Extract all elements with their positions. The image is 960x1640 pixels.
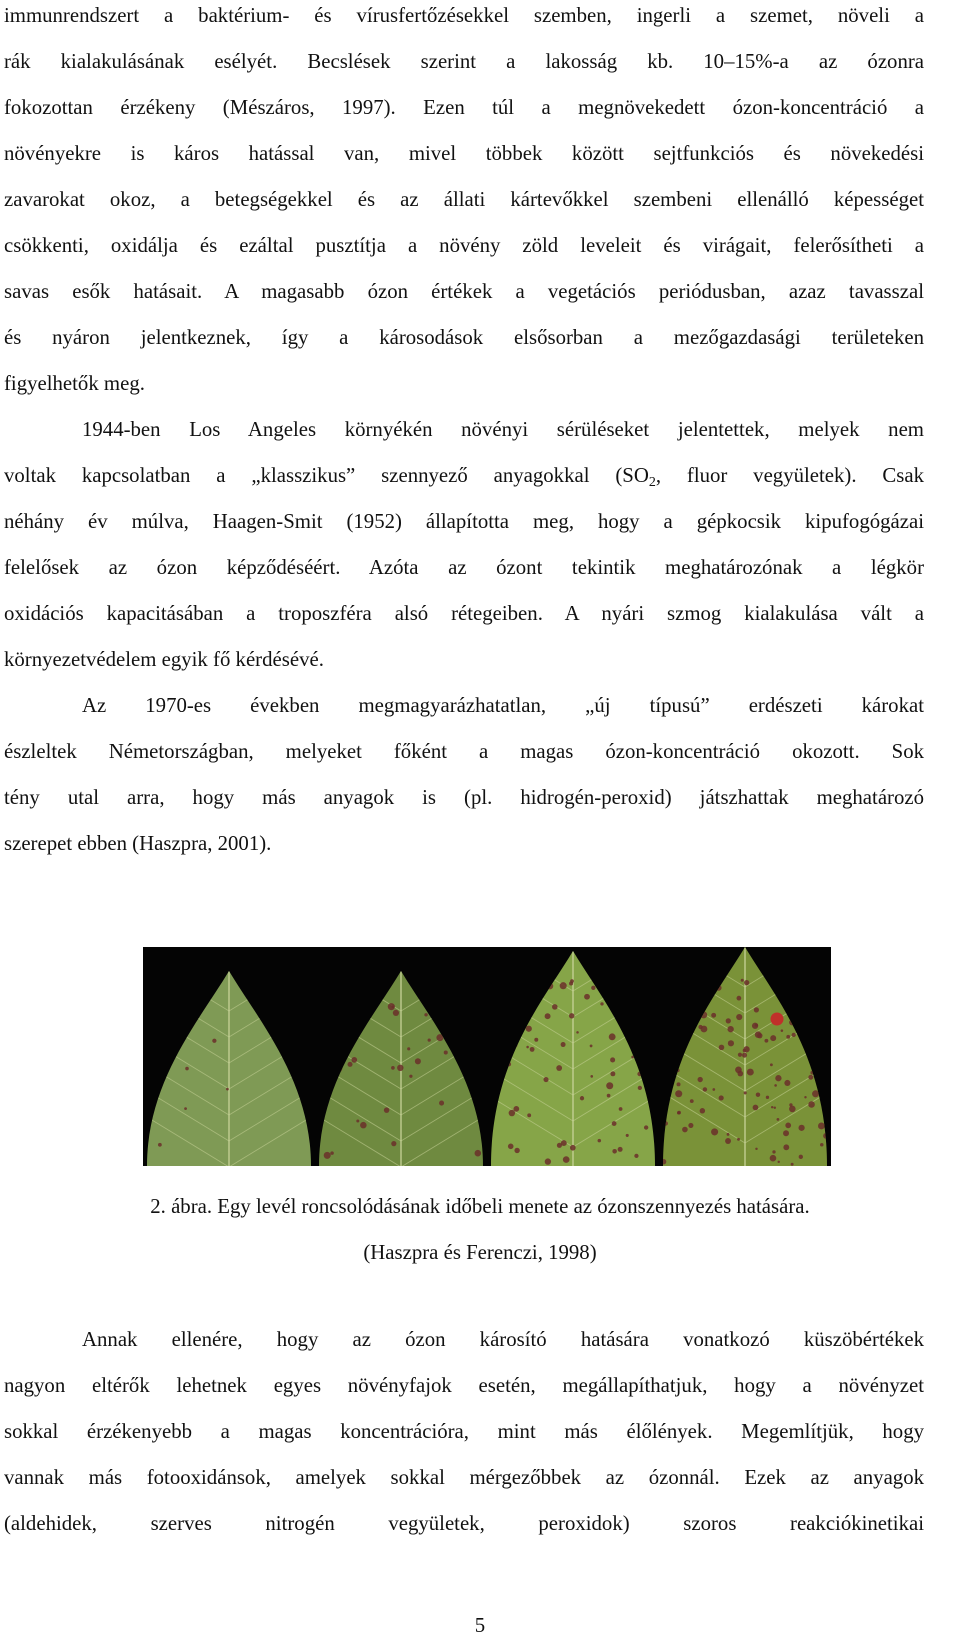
figure-source: (Haszpra és Ferenczi, 1998) (363, 1241, 597, 1264)
leaf-2 (318, 961, 483, 1166)
page-number: 5 (474, 1614, 486, 1637)
text-line: oxidációs kapacitásában a troposzféra alsó rétegeiben. A nyári szmog kialakulása vált a (4, 602, 924, 625)
text-line: és nyáron jelentkeznek, így a károsodások elsősorban a mezőgazdasági területeken (4, 326, 924, 349)
text-line: szerepet ebben (Haszpra, 2001). (4, 832, 272, 855)
text-line: zavarokat okoz, a betegségekkel és az állati kártevőkkel szembeni ellenálló képességet (4, 188, 924, 211)
subscript: 2 (648, 475, 656, 490)
text-line-with-subscript (4, 462, 924, 497)
paragraph-first-line: 1944-ben Los Angeles környékén növényi sérüléseket jelentettek, melyek nem (82, 418, 924, 441)
text-line: nagyon eltérők lehetnek egyes növényfajok esetén, megállapíthatjuk, hogy a növényzet (4, 1374, 924, 1397)
text-line: csökkenti, oxidálja és ezáltal pusztítja a növény zöld leveleit és virágait, felerősítheti a (4, 234, 924, 257)
text-line: tény utal arra, hogy más anyagok is (pl. hidrogén-peroxid) játszhattak meghatározó (4, 786, 924, 809)
text-line: észleltek Németországban, melyeket főként a magas ózon-koncentráció okozott. Sok (4, 740, 924, 763)
text-line: vannak más fotooxidánsok, amelyek sokkal mérgezőbbek az ózonnál. Ezek az anyagok (4, 1466, 924, 1489)
text-line: környezetvédelem egyik fő kérdésévé. (4, 648, 324, 671)
paragraph-first-line: Annak ellenére, hogy az ózon károsító hatására vonatkozó küszöbértékek (82, 1328, 924, 1351)
text-line: immunrendszert a baktérium- és vírusfertőzésekkel szemben, ingerli a szemet, növeli a (4, 4, 924, 27)
text-line: fokozottan érzékeny (Mészáros, 1997). Ezen túl a megnövekedett ózon-koncentráció a (4, 96, 924, 119)
leaf-4 (660, 947, 829, 1166)
text-line: figyelhetők meg. (4, 372, 145, 395)
paragraph-first-line: Az 1970-es években megmagyarázhatatlan, „új típusú” erdészeti károkat (82, 694, 924, 717)
text-line: savas esők hatásait. A magasabb ózon értékek a vegetációs periódusban, azaz tavasszal (4, 280, 924, 303)
text-line: felelősek az ózon képződéséért. Azóta az ózont tekintik meghatározónak a légkör (4, 556, 924, 579)
text-segment: , fluor vegyületek). Csak (655, 464, 924, 487)
leaf-3 (490, 947, 656, 1166)
text-line: (aldehidek, szerves nitrogén vegyületek, peroxidok) szoros reakciókinetikai (4, 1512, 924, 1535)
text-line: néhány év múlva, Haagen-Smit (1952) állapította meg, hogy a gépkocsik kipufogógázai (4, 510, 924, 533)
figure-caption: 2. ábra. Egy levél roncsolódásának időbeli menete az ózonszennyezés hatására. (150, 1195, 810, 1218)
text-line: rák kialakulásának esélyét. Becslések szerint a lakosság kb. 10–15%-a az ózonra (4, 50, 924, 73)
text-line: növényekre is káros hatással van, mivel többek között sejtfunkciós és növekedési (4, 142, 924, 165)
text-segment: voltak kapcsolatban a „klasszikus” szennyező anyagokkal (SO (4, 464, 649, 487)
text-line: sokkal érzékenyebb a magas koncentrációra, mint más élőlények. Megemlítjük, hogy (4, 1420, 924, 1443)
leaf-image (143, 947, 831, 1166)
leaf-1 (147, 961, 311, 1166)
leaf-damage-figure (143, 947, 831, 1166)
